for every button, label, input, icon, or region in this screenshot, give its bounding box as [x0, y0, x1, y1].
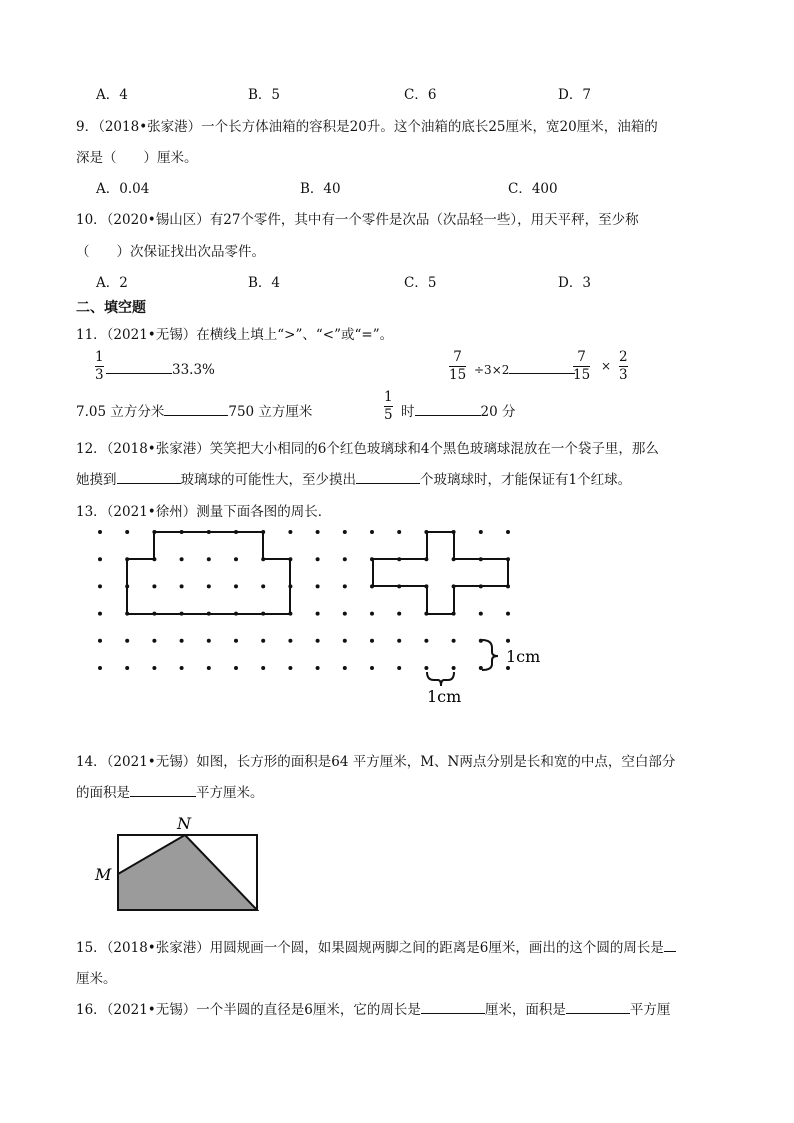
grid-dot: [397, 612, 401, 616]
q10-line1: 10．（2020•锡山区）有27个零件，其中有一个零件是次品（次品轻一些），用天平秤，至少称: [76, 212, 639, 228]
grid-dot: [98, 639, 102, 643]
grid-dot: [316, 584, 320, 588]
q9-option-a: A．0.04: [96, 181, 150, 197]
q10-line2: （ ）次保证找出次品零件。: [76, 244, 265, 260]
q10-option-d: D．3: [558, 275, 591, 291]
answer-blank[interactable]: [164, 401, 228, 416]
grid-dot: [261, 584, 265, 588]
answer-blank[interactable]: [566, 999, 630, 1014]
stepped-shape-outline: [127, 532, 290, 614]
q12-part-b: 玻璃球的可能性大，至少摸出: [180, 472, 356, 488]
grid-dot: [370, 530, 374, 534]
grid-dot: [288, 666, 292, 670]
q13-intro: 13．（2021•徐州）测量下面各图的周长．: [76, 504, 332, 520]
grid-dot: [479, 530, 483, 534]
grid-dot: [452, 639, 456, 643]
grid-dot: [397, 639, 401, 643]
grid-dot: [343, 639, 347, 643]
grid-dot: [180, 557, 184, 561]
grid-dot: [207, 557, 211, 561]
grid-dot: [343, 557, 347, 561]
grid-dot: [506, 666, 510, 670]
grid-dot: [261, 639, 265, 643]
grid-dot: [343, 584, 347, 588]
q11-fraction-1-5: [384, 389, 393, 424]
answer-blank[interactable]: [664, 937, 676, 952]
grid-dot: [316, 530, 320, 534]
denominator: 5: [384, 407, 393, 423]
grid-dot: [370, 612, 374, 616]
grid-dot: [397, 530, 401, 534]
grid-dot: [234, 557, 238, 561]
grid-dot: [234, 584, 238, 588]
grid-dot: [152, 639, 156, 643]
q12-line2: [76, 468, 631, 488]
denominator: 3: [95, 367, 104, 383]
q11-item4: [401, 400, 515, 420]
q14-rectangle-figure: [90, 810, 270, 920]
q8-option-c: C．6: [404, 87, 437, 103]
numerator: 2: [619, 349, 628, 365]
grid-dot: [234, 639, 238, 643]
q15-text: 15．（2018•张家港）用圆规画一个圆，如果圆规两脚之间的距离是6厘米，画出的这个圆的周长是: [76, 940, 664, 956]
grid-dot: [397, 666, 401, 670]
grid-dot: [316, 666, 320, 670]
times-sign: ×: [601, 359, 612, 373]
q14-line1: 14．（2021•无锡）如图，长方形的面积是64 平方厘米，M、N两点分别是长和宽的中点，空白部分: [76, 754, 676, 770]
q9-line2: 深是（ ）厘米。: [76, 150, 198, 166]
grid-dot: [424, 639, 428, 643]
horizontal-brace-icon: [427, 672, 454, 686]
grid-dot: [98, 530, 102, 534]
numerator: 1: [384, 389, 393, 405]
grid-dot: [316, 639, 320, 643]
dot-grid: [98, 530, 510, 670]
q12-line1: 12．（2018•张家港）笑笑把大小相同的6个红色玻璃球和4个黑色玻璃球混放在一个袋子里，那么: [76, 441, 659, 457]
grid-dot: [316, 612, 320, 616]
grid-dot: [152, 584, 156, 588]
answer-blank[interactable]: [509, 359, 575, 374]
grid-dot: [452, 666, 456, 670]
q11-item4-unit: 时: [401, 404, 415, 420]
q11-fraction-7-15-b: [573, 349, 590, 384]
grid-dot: [98, 612, 102, 616]
grid-dot: [343, 530, 347, 534]
q11-item1: [106, 359, 215, 378]
grid-dot: [506, 612, 510, 616]
q8-option-a: A．4: [96, 87, 128, 103]
q11-fraction-2-3: [619, 349, 628, 384]
grid-dot: [343, 612, 347, 616]
denominator: 15: [573, 367, 591, 383]
grid-dot: [180, 666, 184, 670]
q16-part-b: 厘米，面积是: [484, 1002, 566, 1018]
q14-part-b: 平方厘米。: [196, 785, 264, 801]
grid-dot: [506, 530, 510, 534]
grid-dot: [152, 666, 156, 670]
grid-dot: [288, 639, 292, 643]
grid-dot: [343, 666, 347, 670]
q11-intro: 11．（2021•无锡）在横线上填上“>”、“<”或“=”。: [76, 327, 394, 343]
answer-blank[interactable]: [356, 469, 420, 484]
q12-part-c: 个玻璃球时，才能保证有1个红球。: [420, 472, 632, 488]
grid-dot: [424, 666, 428, 670]
q11-item3-left: 7.05 立方分米: [76, 404, 165, 420]
answer-blank[interactable]: [415, 401, 481, 416]
q16-part-c: 平方厘: [629, 1002, 671, 1018]
grid-dot: [98, 557, 102, 561]
grid-dot: [207, 666, 211, 670]
q11-fraction-1-3: [95, 349, 104, 384]
q11-item2-op: ÷3×2: [474, 363, 510, 377]
grid-dot: [261, 666, 265, 670]
grid-dot: [125, 639, 129, 643]
q16-line1: [76, 998, 670, 1018]
q16-part-a: 16．（2021•无锡）一个半圆的直径是6厘米，它的周长是: [76, 1002, 421, 1018]
answer-blank[interactable]: [106, 359, 172, 374]
q8-option-d: D．7: [558, 87, 591, 103]
q11-fraction-7-15-a: [449, 349, 466, 384]
q10-option-c: C．5: [404, 275, 437, 291]
q9-line1: 9．（2018•张家港）一个长方体油箱的容积是20升。这个油箱的底长25厘米，宽20厘米，油箱的: [76, 119, 658, 135]
q9-option-c: C．400: [508, 181, 558, 197]
point-label-n: N: [177, 814, 191, 833]
grid-dot: [98, 584, 102, 588]
denominator: 15: [449, 367, 467, 383]
grid-dot: [234, 666, 238, 670]
grid-dot: [288, 530, 292, 534]
q11-item3-right: 750 立方厘米: [228, 404, 313, 420]
grid-dot: [125, 530, 129, 534]
numerator: 7: [453, 349, 462, 365]
q15-line1: [76, 936, 676, 956]
q9-option-b: B．40: [300, 181, 341, 197]
numerator: 1: [95, 349, 104, 365]
denominator: 3: [619, 367, 628, 383]
q10-option-a: A．2: [96, 275, 128, 291]
q15-line2: 厘米。: [76, 971, 117, 987]
grid-dot: [479, 612, 483, 616]
unit-label-vertical: 1cm: [506, 647, 541, 666]
q10-option-b: B．4: [248, 275, 281, 291]
q11-item3: [76, 400, 312, 420]
vertical-brace-icon: [482, 640, 498, 670]
q14-part-a: 的面积是: [76, 785, 130, 801]
answer-blank[interactable]: [130, 782, 196, 797]
answer-blank[interactable]: [117, 469, 181, 484]
q14-line2: [76, 781, 264, 801]
grid-dot: [98, 666, 102, 670]
grid-dot: [207, 639, 211, 643]
numerator: 7: [577, 349, 586, 365]
grid-dot: [316, 557, 320, 561]
q11-item4-right: 20 分: [480, 404, 516, 420]
q11-item1-right: 33.3%: [172, 362, 215, 378]
grid-dot: [370, 639, 374, 643]
grid-dot: [180, 584, 184, 588]
grid-dot: [125, 666, 129, 670]
section-heading: 二、填空题: [76, 300, 146, 316]
grid-dot: [180, 639, 184, 643]
answer-blank[interactable]: [421, 999, 485, 1014]
grid-dot: [370, 666, 374, 670]
shaded-region: [118, 835, 257, 910]
q12-part-a: 她摸到: [76, 472, 117, 488]
q8-option-b: B．5: [248, 87, 281, 103]
grid-dot: [506, 639, 510, 643]
q13-dot-grid-figure: [0, 520, 794, 720]
cross-shape-outline: [373, 532, 508, 614]
unit-label-horizontal: 1cm: [427, 687, 462, 706]
point-label-m: M: [95, 865, 112, 884]
q11-item2-mid: [474, 359, 575, 377]
grid-dot: [207, 584, 211, 588]
